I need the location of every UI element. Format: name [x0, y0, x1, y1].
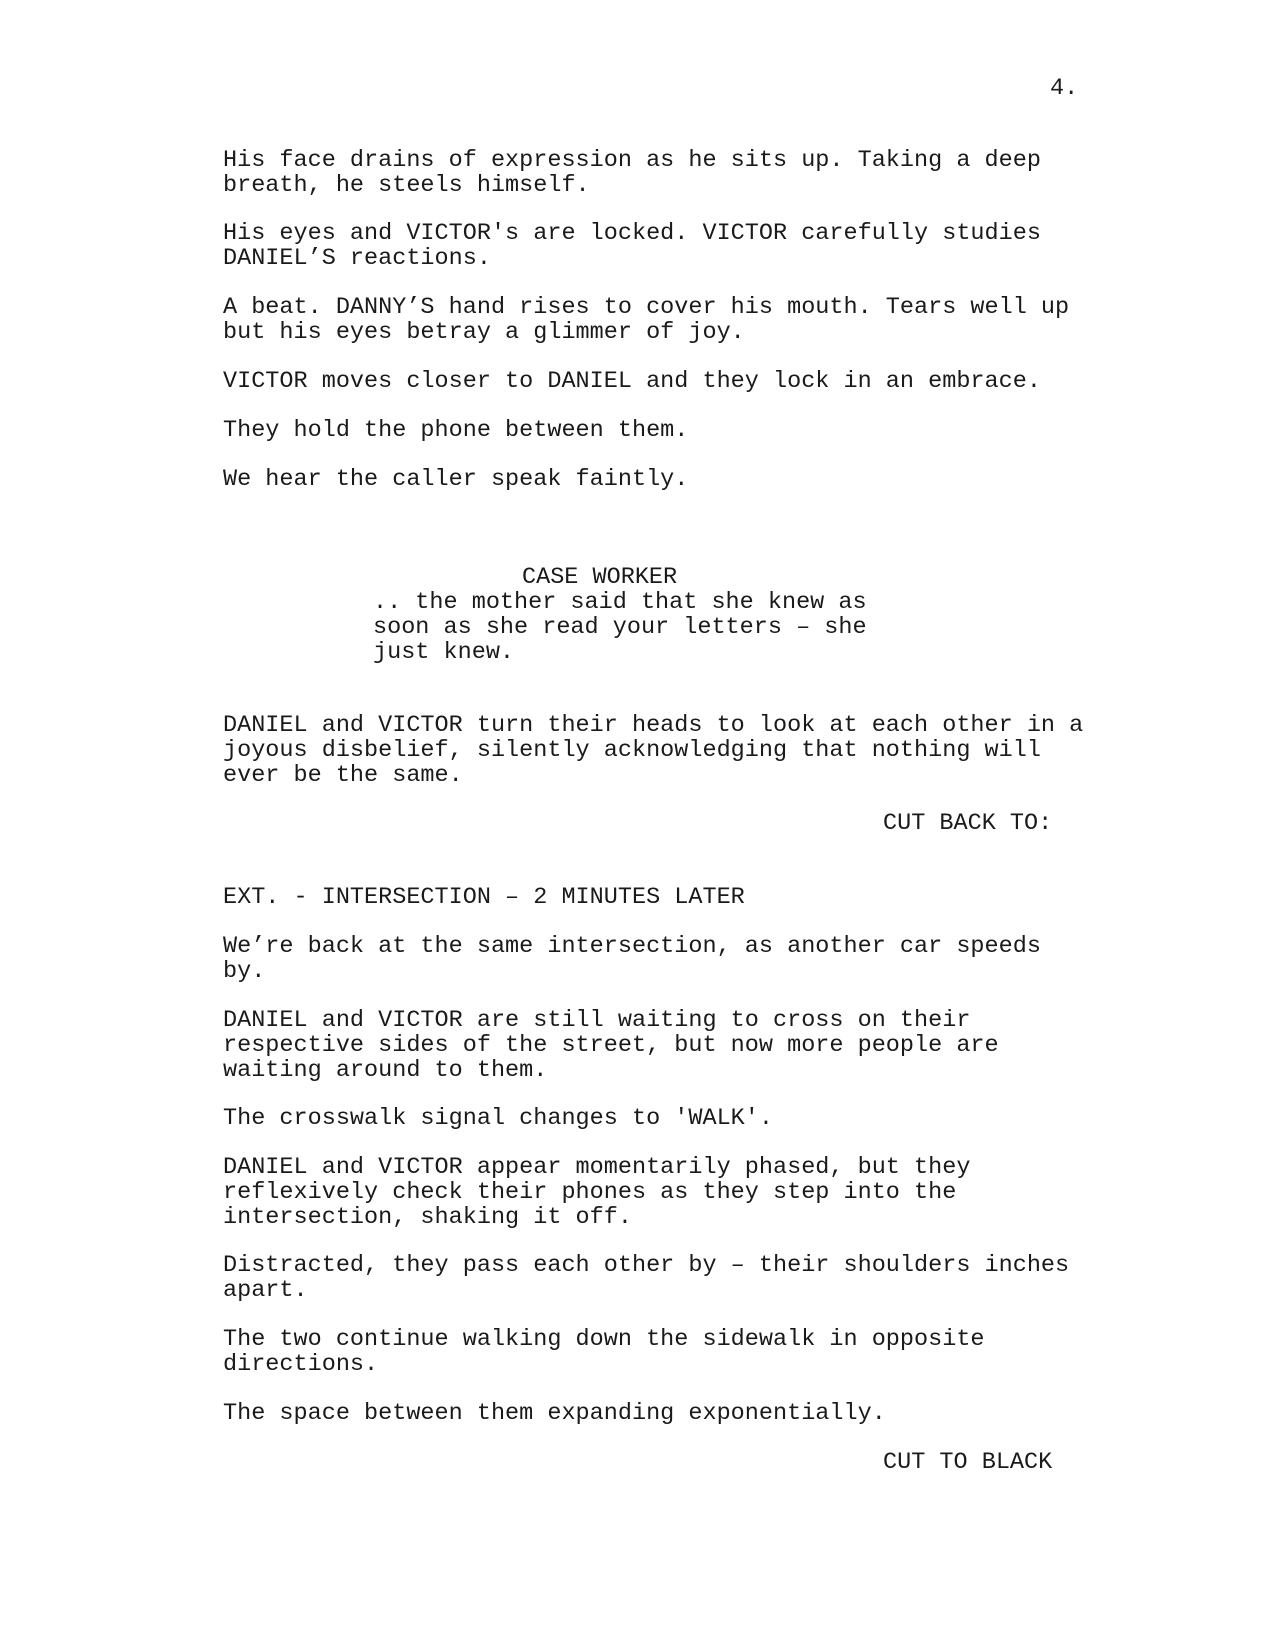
- action-line: DANIEL and VICTOR appear momentarily phased, but they reflexively check their phones as they step into the intersection, shaking it off.: [223, 1154, 971, 1231]
- action-line: Distracted, they pass each other by – their shoulders inches apart.: [223, 1252, 1070, 1304]
- transition: CUT BACK TO:: [883, 810, 1053, 837]
- action-line: The two continue walking down the sidewalk in opposite directions.: [223, 1326, 985, 1378]
- action-line: His face drains of expression as he sits up. Taking a deep breath, he steels himself.: [223, 147, 1041, 199]
- action-line: His eyes and VICTOR's are locked. VICTOR carefully studies DANIEL’S reactions.: [223, 220, 1041, 272]
- action-line: The space between them expanding exponentially.: [223, 1400, 886, 1427]
- transition: CUT TO BLACK: [883, 1449, 1053, 1476]
- action-line: We hear the caller speak faintly.: [223, 466, 689, 493]
- action-line: VICTOR moves closer to DANIEL and they lock in an embrace.: [223, 368, 1041, 395]
- dialogue: .. the mother said that she knew as soon as she read your letters – she just knew.: [373, 589, 867, 666]
- page-number: 4.: [1050, 75, 1079, 102]
- action-line: We’re back at the same intersection, as another car speeds by.: [223, 933, 1041, 985]
- action-line: A beat. DANNY’S hand rises to cover his mouth. Tears well up but his eyes betray a glimmer of joy.: [223, 294, 1070, 346]
- action-line: DANIEL and VICTOR are still waiting to cross on their respective sides of the street, but now more people are waiting around to them.: [223, 1007, 999, 1084]
- character-name: CASE WORKER: [522, 564, 678, 591]
- scene-heading: EXT. - INTERSECTION – 2 MINUTES LATER: [223, 884, 745, 911]
- action-line: The crosswalk signal changes to 'WALK'.: [223, 1105, 773, 1132]
- action-line: DANIEL and VICTOR turn their heads to look at each other in a joyous disbelief, silently acknowledging that nothing will ever be the same.: [223, 712, 1084, 789]
- action-line: They hold the phone between them.: [223, 417, 689, 444]
